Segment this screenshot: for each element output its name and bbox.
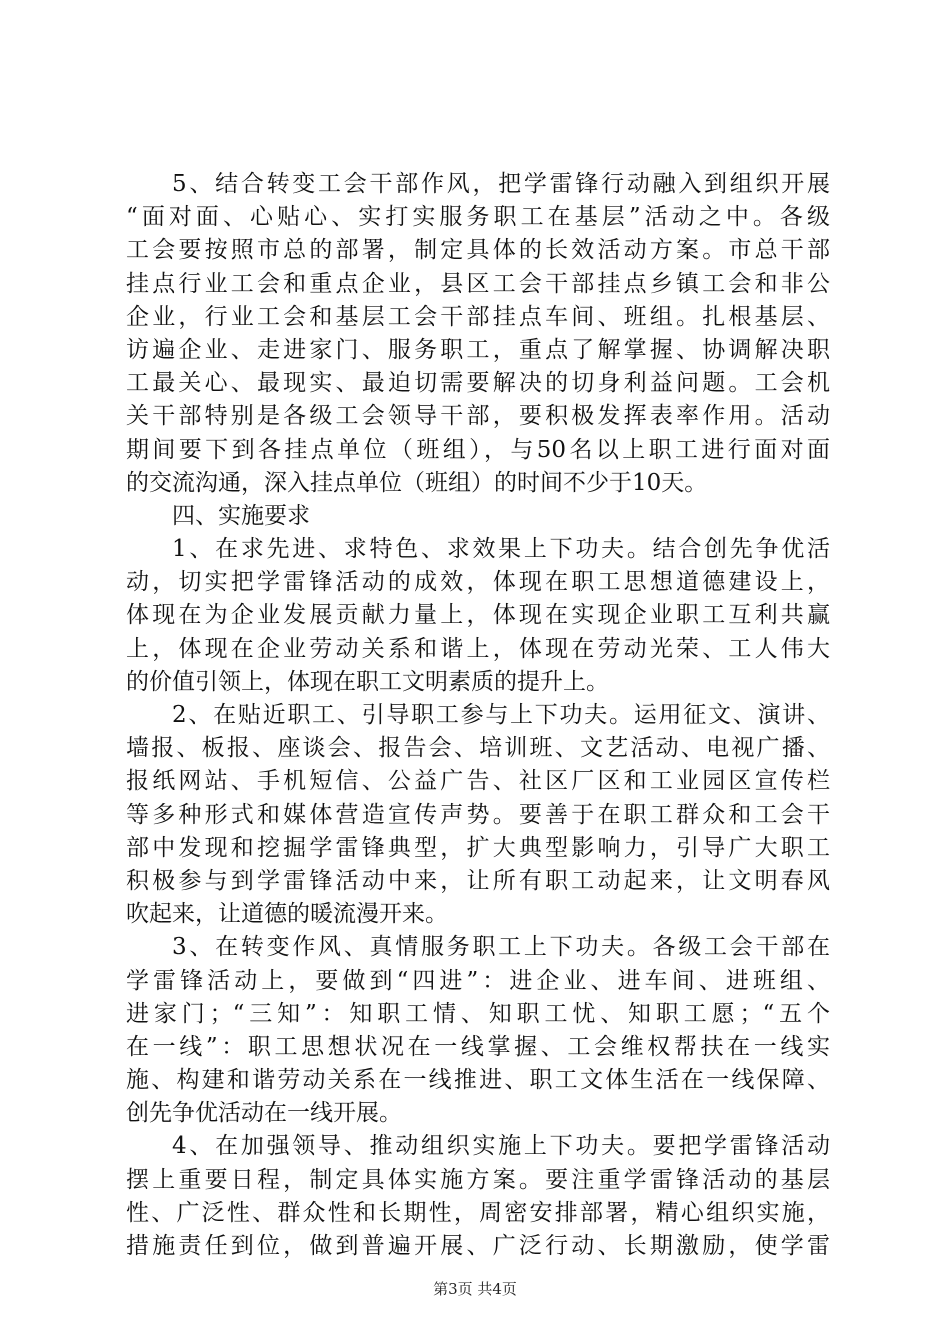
page-footer: 第3页 共4页: [433, 1280, 517, 1298]
text-line: 墙报、板报、座谈会、报告会、培训班、文艺活动、电视广播、: [126, 735, 830, 762]
text-line: 1、在求先进、求特色、求效果上下功夫。结合创先争优活: [172, 536, 830, 563]
text-line: 学雷锋活动上，要做到“四进”：进企业、进车间、进班组、: [126, 967, 830, 994]
text-line: 2、在贴近职工、引导职工参与上下功夫。运用征文、演讲、: [172, 702, 830, 728]
text-line: 的价值引领上，体现在职工文明素质的提升上。: [126, 668, 609, 695]
text-line: 访遍企业、走进家门、服务职工，重点了解掌握、协调解决职: [126, 336, 830, 363]
text-line: 4、在加强领导、推动组织实施上下功夫。要把学雷锋活动: [172, 1133, 830, 1160]
text-line: 上，体现在企业劳动关系和谐上，体现在劳动光荣、工人伟大: [126, 635, 830, 662]
text-line: 挂点行业工会和重点企业，县区工会干部挂点乡镇工会和非公: [126, 270, 830, 297]
text-line: 工会要按照市总的部署，制定具体的长效活动方案。市总干部: [126, 237, 830, 264]
text-line: 性、广泛性、群众性和长期性，周密安排部署，精心组织实施，: [126, 1199, 830, 1226]
text-line: 四、实施要求: [172, 502, 310, 529]
text-line: 3、在转变作风、真情服务职工上下功夫。各级工会干部在: [172, 934, 830, 961]
text-line: 5、结合转变工会干部作风，把学雷锋行动融入到组织开展: [172, 171, 830, 197]
text-line: 吹起来，让道德的暖流漫开来。: [126, 901, 448, 928]
text-line: 企业，行业工会和基层工会干部挂点车间、班组。扎根基层、: [126, 303, 830, 330]
text-line: 施、构建和谐劳动关系在一线推进、职工文体生活在一线保障、: [126, 1067, 830, 1094]
text-line: 部中发现和挖掘学雷锋典型，扩大典型影响力，引导广大职工: [126, 834, 830, 861]
text-line: 期间要下到各挂点单位（班组），与50名以上职工进行面对面: [126, 436, 830, 463]
text-line: 报纸网站、手机短信、公益广告、社区厂区和工业园区宣传栏: [126, 768, 830, 795]
text-line: 关干部特别是各级工会领导干部，要积极发挥表率作用。活动: [126, 403, 830, 430]
text-line: 摆上重要日程，制定具体实施方案。要注重学雷锋活动的基层: [126, 1166, 830, 1193]
text-line: 进家门；“三知”：知职工情、知职工忧、知职工愿；“五个: [126, 1000, 830, 1027]
text-line: 体现在为企业发展贡献力量上，体现在实现企业职工互利共赢: [126, 602, 830, 629]
text-line: 创先争优活动在一线开展。: [126, 1100, 402, 1127]
text-line: 等多种形式和媒体营造宣传声势。要善于在职工群众和工会干: [126, 801, 830, 828]
text-line: “面对面、心贴心、实打实服务职工在基层”活动之中。各级: [126, 204, 830, 231]
text-line: 积极参与到学雷锋活动中来，让所有职工动起来，让文明春风: [126, 867, 830, 894]
document-body: [126, 168, 830, 1263]
text-line: 工最关心、最现实、最迫切需要解决的切身利益问题。工会机: [126, 370, 830, 397]
text-line: 在一线”：职工思想状况在一线掌握、工会维权帮扶在一线实: [126, 1033, 830, 1060]
text-line: 动，切实把学雷锋活动的成效，体现在职工思想道德建设上，: [126, 569, 830, 596]
text-line: 的交流沟通，深入挂点单位（班组）的时间不少于10天。: [126, 469, 708, 496]
text-line: 措施责任到位，做到普遍开展、广泛行动、长期激励，使学雷: [126, 1233, 830, 1259]
